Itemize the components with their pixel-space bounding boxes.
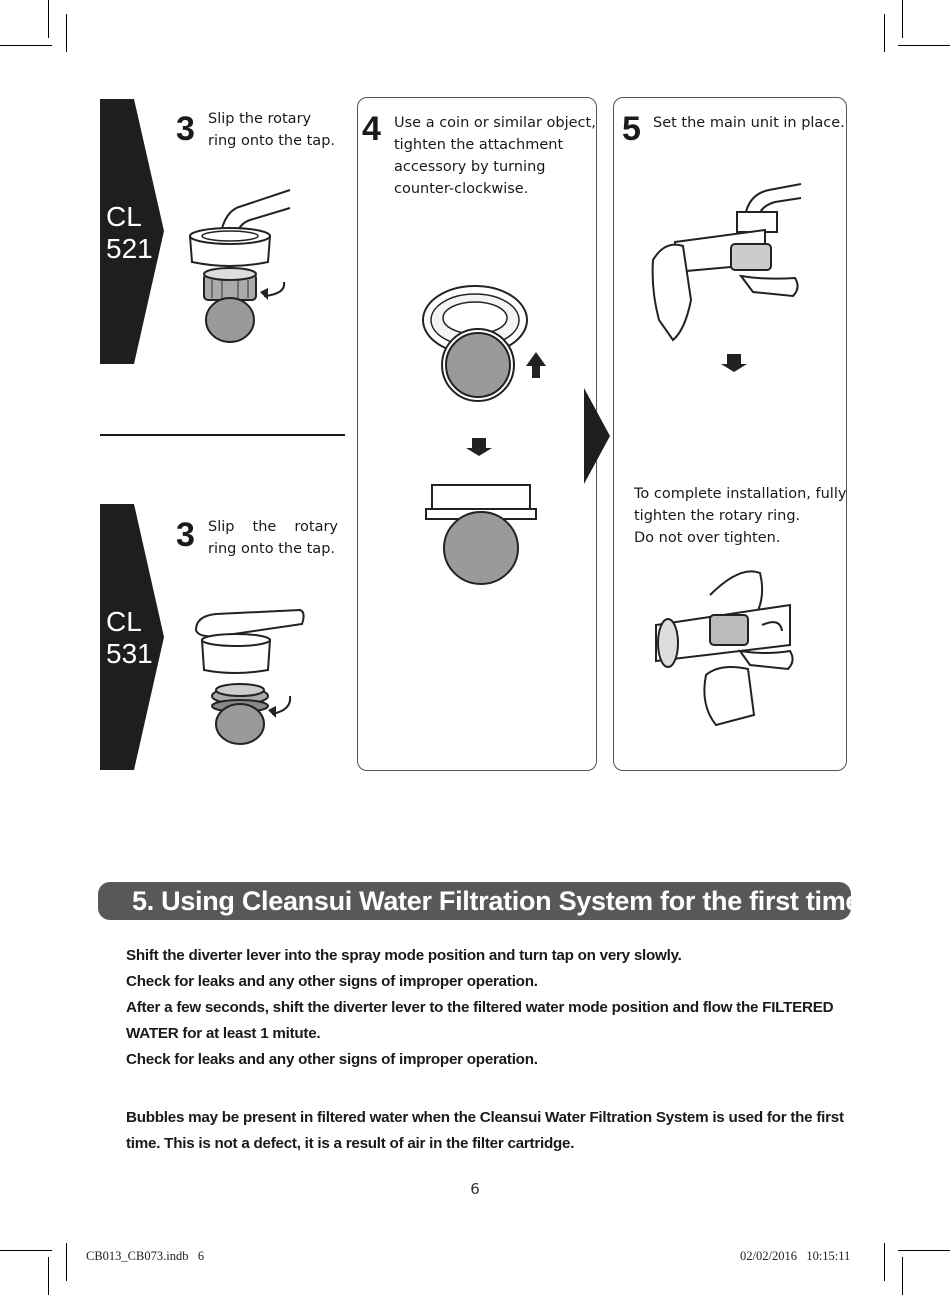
rotary-ring-illustration-cl521 xyxy=(180,180,300,350)
main-unit-illustration xyxy=(645,180,815,380)
rotary-ring-illustration-cl531 xyxy=(190,596,315,751)
model-tab-cl521 xyxy=(100,99,166,364)
step-number: 5 xyxy=(622,110,641,148)
step-instruction: Slip the rotary ring onto the tap. xyxy=(208,111,336,149)
tighten-ring-illustration xyxy=(650,565,810,735)
step-instruction: Set the main unit in place. xyxy=(653,115,845,131)
arrow-down-icon xyxy=(466,438,492,456)
arrow-down-icon xyxy=(721,354,747,372)
tab-label-cl521: CL 521 xyxy=(106,201,153,264)
paragraph-first-use: Shift the diverter lever into the spray mode position and turn tap on very slowly. Check for leaks and any other signs of improper operation. After a few seconds, shift the diverter lever to the filtered water mode position and flow the FILTERED WATER for at least 1 mitute. Check for leaks and any other signs of improper operation. xyxy=(126,947,834,1068)
section-header xyxy=(98,882,861,920)
step5-note: To complete installation, fully tighten the rotary ring. Do not over tighten. xyxy=(634,486,847,546)
model-divider xyxy=(100,434,345,436)
page-number: 6 xyxy=(470,1180,480,1198)
paragraph-bubbles: Bubbles may be present in filtered water when the Cleansui Water Filtration System is used for the first time. This is not a defect, it is a result of air in the filter cartridge. xyxy=(126,1109,844,1152)
attachment-accessory-illustration xyxy=(420,280,550,590)
arrow-up-icon xyxy=(526,352,546,378)
step-instruction: Slip the rotary ring onto the tap. xyxy=(208,519,338,557)
footer-file: CB013_CB073.indb 6 xyxy=(86,1249,205,1263)
step-number: 3 xyxy=(176,516,195,554)
step-instruction: Use a coin or similar object, tighten the attachment accessory by turning counter-clockwise. xyxy=(394,115,596,197)
step-number: 3 xyxy=(176,110,195,148)
step-number: 4 xyxy=(362,110,381,148)
section-title: 5. Using Cleansui Water Filtration System for the first time xyxy=(132,886,861,916)
tab-label-cl531: CL 531 xyxy=(106,606,153,669)
footer-timestamp: 02/02/2016 10:15:11 xyxy=(740,1249,851,1263)
model-tab-cl531 xyxy=(100,504,166,770)
next-step-arrow-icon xyxy=(582,388,612,484)
